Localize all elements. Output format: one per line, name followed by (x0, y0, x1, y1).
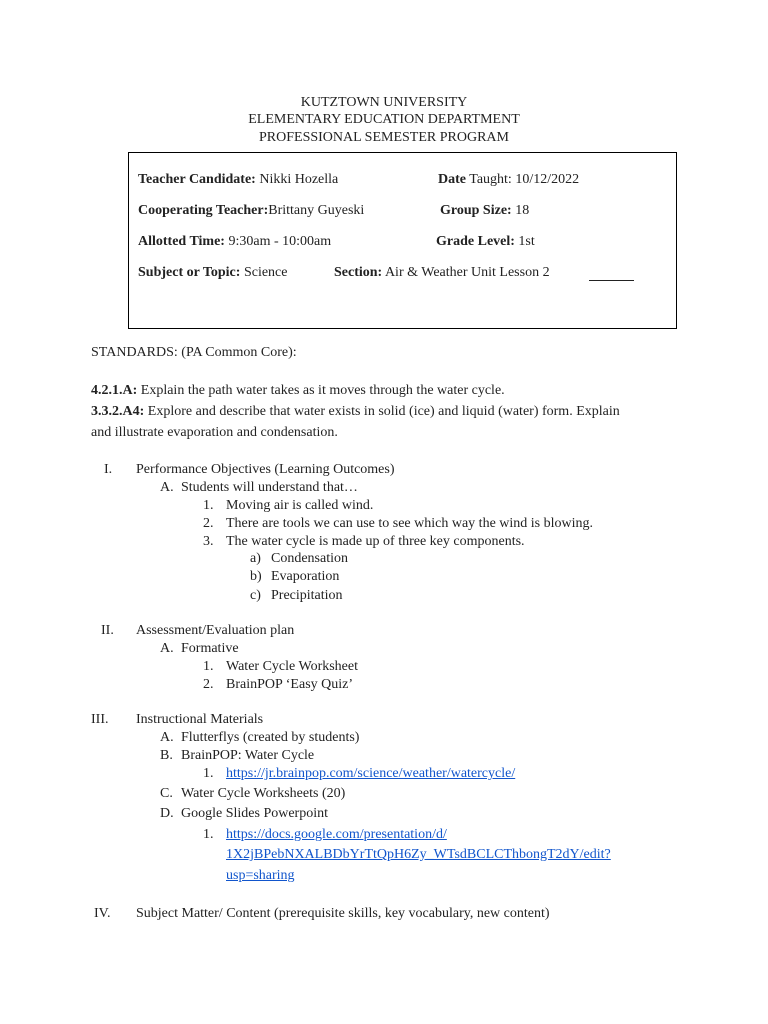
outline-letter: D. (160, 806, 174, 821)
list-number: 3. (203, 534, 214, 549)
google-slides-link-line1[interactable]: https://docs.google.com/presentation/d/ (226, 827, 447, 842)
brainpop-link[interactable]: https://jr.brainpop.com/science/weather/watercycle/ (226, 766, 516, 781)
standard-code: 3.3.2.A4: (91, 404, 145, 419)
standard-code: 4.2.1.A: (91, 383, 138, 398)
google-slides-link-line2[interactable]: 1X2jBPebNXALBDbYrTtQpH6Zy_WTsdBCLCThbongT2dY/edit? (226, 847, 611, 862)
outline-number: I. (104, 462, 113, 477)
group-size-value: 18 (511, 203, 530, 218)
outline-letter: A. (160, 641, 174, 656)
subject-field (138, 266, 287, 280)
allotted-time-field (138, 235, 331, 249)
date-label: Date (438, 172, 466, 187)
list-item: Flutterflys (created by students) (181, 730, 360, 745)
list-number: 2. (203, 516, 214, 531)
header-program: PROFESSIONAL SEMESTER PROGRAM (259, 130, 509, 145)
section-title-subject-matter: Subject Matter/ Content (prerequisite skills, key vocabulary, new content) (136, 906, 550, 921)
list-item: Water Cycle Worksheet (226, 659, 358, 674)
outline-letter: A. (160, 730, 174, 745)
cooperating-teacher-value: Brittany Guyeski (268, 203, 365, 218)
date-taught-field (438, 173, 579, 187)
list-item: Google Slides Powerpoint (181, 806, 328, 821)
list-item: Precipitation (271, 588, 343, 603)
list-item: There are tools we can use to see which way the wind is blowing. (226, 516, 594, 531)
section-field (334, 266, 550, 280)
section-label: Section: (334, 265, 383, 280)
outline-letter: B. (160, 748, 173, 763)
allotted-time-value: 9:30am - 10:00am (224, 234, 332, 249)
outline-number: III. (91, 712, 109, 727)
list-letter: c) (250, 588, 261, 603)
list-item: Water Cycle Worksheets (20) (181, 786, 346, 801)
list-number: 1. (203, 766, 214, 781)
list-letter: a) (250, 551, 261, 566)
standard-text: Explore and describe that water exists in solid (ice) and liquid (water) form. Explain (144, 404, 620, 419)
list-item: Formative (181, 641, 239, 656)
outline-letter: C. (160, 786, 173, 801)
list-number: 2. (203, 677, 214, 692)
grade-level-label: Grade Level: (436, 234, 515, 249)
group-size-field (440, 204, 529, 218)
teacher-candidate-field (138, 173, 338, 187)
header-department: ELEMENTARY EDUCATION DEPARTMENT (248, 112, 520, 127)
blank-underline (589, 280, 634, 281)
list-number: 1. (203, 498, 214, 513)
cooperating-teacher-field (138, 204, 364, 218)
list-number: 1. (203, 659, 214, 674)
subject-value: Science (240, 265, 288, 280)
list-item: Students will understand that… (181, 480, 358, 495)
list-item: BrainPOP: Water Cycle (181, 748, 315, 763)
list-item: BrainPOP ‘Easy Quiz’ (226, 677, 354, 692)
standard-text-continued: and illustrate evaporation and condensation. (91, 425, 338, 440)
list-number: 1. (203, 827, 214, 842)
section-title-assessment: Assessment/Evaluation plan (136, 623, 295, 638)
standard-3-3-2-a4 (91, 405, 620, 419)
allotted-time-label: Allotted Time: (138, 234, 225, 249)
section-title-materials: Instructional Materials (136, 712, 264, 727)
list-item: Condensation (271, 551, 348, 566)
section-value: Air & Weather Unit Lesson 2 (382, 265, 550, 280)
outline-number: IV. (94, 906, 111, 921)
grade-level-value: 1st (514, 234, 535, 249)
outline-number: II. (101, 623, 114, 638)
list-item: The water cycle is made up of three key components. (226, 534, 525, 549)
section-title-objectives: Performance Objectives (Learning Outcomes) (136, 462, 395, 477)
list-item: Evaporation (271, 569, 340, 584)
subject-label: Subject or Topic: (138, 265, 241, 280)
teacher-candidate-label: Teacher Candidate: (138, 172, 256, 187)
date-value: Taught: 10/12/2022 (466, 172, 580, 187)
google-slides-link-line3[interactable]: usp=sharing (226, 868, 295, 883)
header-university: KUTZTOWN UNIVERSITY (300, 95, 468, 110)
standards-heading: STANDARDS: (PA Common Core): (91, 345, 297, 360)
teacher-candidate-value: Nikki Hozella (255, 172, 339, 187)
cooperating-teacher-label: Cooperating Teacher: (138, 203, 269, 218)
standard-4-2-1-a (91, 384, 505, 398)
outline-letter: A. (160, 480, 174, 495)
standard-text: Explain the path water takes as it moves through the water cycle. (137, 383, 505, 398)
list-letter: b) (250, 569, 262, 584)
list-item: Moving air is called wind. (226, 498, 374, 513)
grade-level-field (436, 235, 535, 249)
group-size-label: Group Size: (440, 203, 512, 218)
